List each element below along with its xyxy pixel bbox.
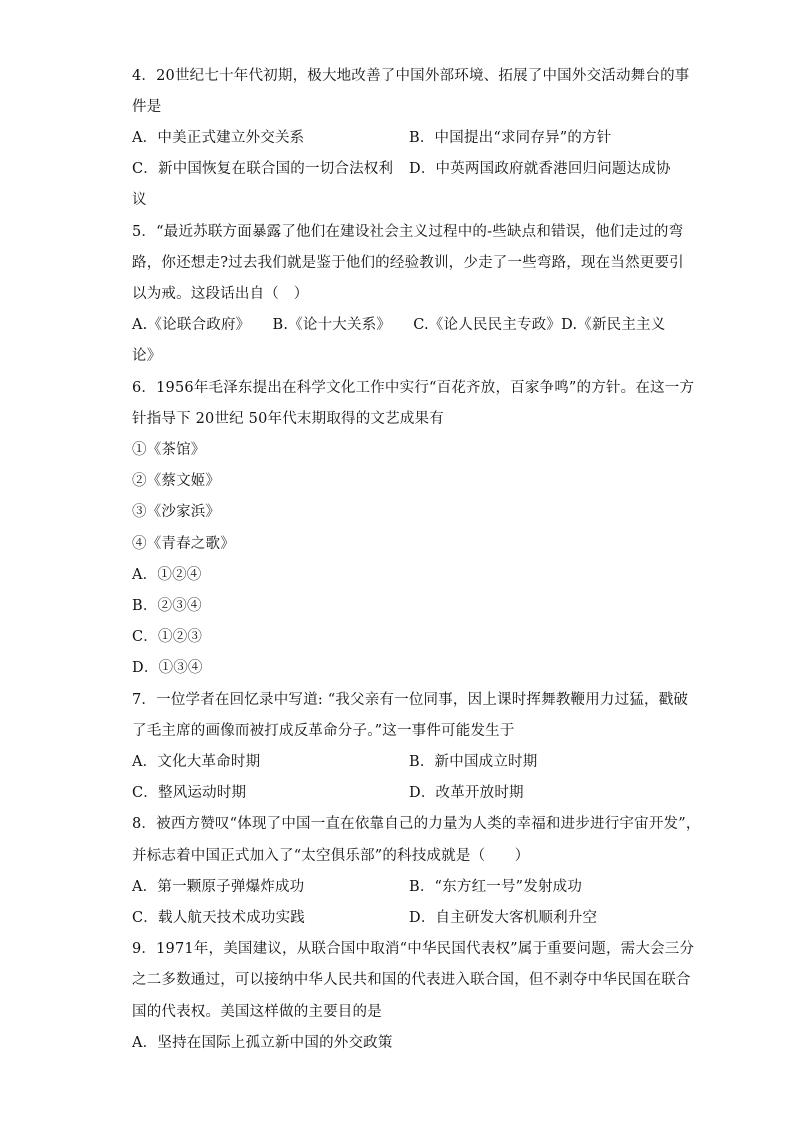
q6-item-2: ②《蔡文姬》 bbox=[132, 473, 221, 489]
q6-option-c: C．①②③ bbox=[132, 629, 203, 645]
q4-option-d-continued: 议 bbox=[132, 192, 147, 208]
q8-stem-line-1: 8．被西方赞叹“体现了中国一直在依靠自己的力量为人类的幸福和进步进行宇宙开发”， bbox=[132, 816, 701, 832]
q8-option-c: C．载人航天技术成功实践 bbox=[132, 910, 305, 926]
q6-option-a: A．①②④ bbox=[132, 567, 202, 583]
q9-stem-line-3: 国的代表权。美国这样做的主要目的是 bbox=[132, 1004, 382, 1020]
q6-stem-line-2: 针指导下 20世纪 50年代末期取得的文艺成果有 bbox=[132, 411, 444, 427]
q6-stem-line-1: 6．1956年毛泽东提出在科学文化工作中实行“百花齐放，百家争鸣”的方针。在这一方 bbox=[132, 380, 695, 396]
q7-option-b: B．新中国成立时期 bbox=[409, 754, 538, 770]
q7-stem-line-2: 了毛主席的画像而被打成反革命分子。”这一事件可能发生于 bbox=[132, 723, 515, 739]
q9-stem-line-2: 之二多数通过，可以接纳中华人民共和国的代表进入联合国，但不剥夺中华民国在联合 bbox=[132, 972, 691, 988]
q8-option-b: B．“东方红一号”发射成功 bbox=[409, 879, 583, 895]
q4-option-a: A．中美正式建立外交关系 bbox=[132, 130, 305, 146]
q7-option-c: C．整风运动时期 bbox=[132, 785, 247, 801]
q8-option-d: D．自主研发大客机顺利升空 bbox=[409, 910, 598, 926]
q4-stem-line-2: 件是 bbox=[132, 99, 162, 115]
q6-item-3: ③《沙家浜》 bbox=[132, 504, 221, 520]
q7-option-d: D．改革开放时期 bbox=[409, 785, 524, 801]
q5-stem-line-3: 以为戒。这段话出自（ ） bbox=[132, 286, 309, 302]
q8-stem-line-2: 并标志着中国正式加入了“太空俱乐部”的科技成就是（ ） bbox=[132, 848, 530, 864]
q5-stem-line-1: 5．“最近苏联方面暴露了他们在建设社会主义过程中的-些缺点和错误，他们走过的弯 bbox=[132, 224, 684, 240]
q7-stem-line-1: 7．一位学者在回忆录中写道: “我父亲有一位同事，因上课时挥舞教鞭用力过猛，戳破 bbox=[132, 692, 689, 708]
q6-item-4: ④《青春之歌》 bbox=[132, 536, 235, 552]
q4-option-c: C．新中国恢复在联合国的一切合法权利 bbox=[132, 161, 394, 177]
q6-option-d: D．①③④ bbox=[132, 660, 203, 676]
q5-stem-line-2: 路，你还想走?过去我们就是鉴于他们的经验教训，少走了一些弯路，现在当然更要引 bbox=[132, 255, 684, 271]
q9-option-a: A．坚持在国际上孤立新中国的外交政策 bbox=[132, 1035, 393, 1051]
q5-options-continued: 论》 bbox=[132, 348, 162, 364]
q6-option-b: B．②③④ bbox=[132, 598, 202, 614]
q5-options: A.《论联合政府》 B.《论十大关系》 C.《论人民民主专政》D.《新民主主义 bbox=[132, 317, 666, 333]
q4-option-d: D．中英两国政府就香港回归问题达成协 bbox=[409, 161, 671, 177]
q6-item-1: ①《茶馆》 bbox=[132, 442, 206, 458]
q4-stem-line-1: 4．20世纪七十年代初期，极大地改善了中国外部环境、拓展了中国外交活动舞台的事 bbox=[132, 68, 690, 84]
q4-option-b: B．中国提出“求同存异”的方针 bbox=[409, 130, 612, 146]
q8-option-a: A．第一颗原子弹爆炸成功 bbox=[132, 879, 305, 895]
q9-stem-line-1: 9．1971年，美国建议，从联合国中取消“中华民国代表权”属于重要问题，需大会三分 bbox=[132, 941, 695, 957]
q7-option-a: A．文化大革命时期 bbox=[132, 754, 261, 770]
